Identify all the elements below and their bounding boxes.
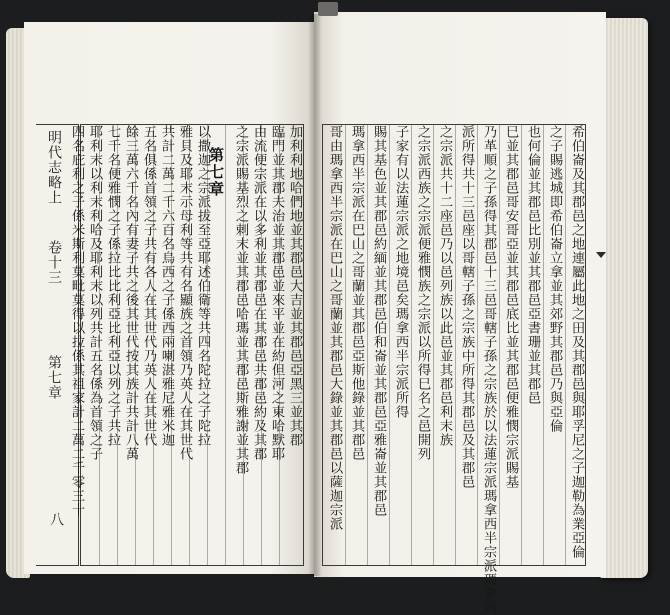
- text-column: 子家有以法蓮宗派之地境邑矣瑪拿西半宗派所得: [393, 125, 408, 419]
- text-column: 由流便宗派在以多利並其郡邑在其郡邑共郡邑約及其郡: [251, 125, 266, 461]
- text-column: 巳並其郡邑哥安哥亞並其郡邑底比並其郡邑便雅憫宗派賜基: [503, 125, 518, 489]
- column-rule: [367, 125, 368, 565]
- text-column: 瑪拿西半宗派在巴山之哥蘭並其郡邑亞斯他錄並其郡邑: [349, 125, 364, 461]
- column-rule: [477, 125, 478, 565]
- column-rule: [565, 125, 566, 565]
- text-column: 乃革順之子孫得其郡邑十三邑哥轄子孫之宗族於以法蓮宗派瑪拿西半宗派瑪拿西: [481, 125, 496, 615]
- text-column: 之宗派共十二座邑乃以邑列族以此邑並其郡邑利末族: [437, 125, 452, 447]
- text-column: 加利利地哈們地並其郡邑大吉並其郡邑亞黑三並其郡: [287, 125, 302, 447]
- text-column: 耶利末以利末利哈及耶利末以列共計五名係為首領之子: [87, 125, 102, 461]
- text-column: 七千名便雅憫之子係拉比比利亞比利亞以列之子共拉: [105, 125, 120, 447]
- column-rule: [455, 125, 456, 565]
- text-column: 五名俱係首領之子共有各人在其世代乃英人在其世代: [141, 125, 156, 447]
- binder-clip: [318, 2, 338, 16]
- right-text-frame: [322, 124, 586, 615]
- chapter-heading: 第七章: [207, 147, 225, 198]
- book-gutter: [308, 14, 322, 576]
- text-column: 四名庇利之子係米斯利莫毗莫得以拉係其祖家計二萬二千零三十: [69, 125, 84, 517]
- margin-chapter: 第七章: [46, 355, 62, 400]
- text-column: 希伯崙及其郡邑之地連屬此地之田及其郡邑與耶孚尼之子迦勒為業亞倫: [569, 125, 584, 559]
- text-column: 之宗派賜基烈之剌末並其郡邑哈瑪並其郡邑斯雅謝並其郡: [233, 125, 248, 475]
- column-rule: [389, 125, 390, 565]
- left-text-frame: [69, 124, 304, 566]
- text-column: 臨門並其郡夫治並其郡邑並來平並在約但河之東哈默耶: [269, 125, 284, 461]
- margin-page-number: 八: [48, 512, 64, 526]
- text-column: 哥由瑪拿西半宗派在巴山之哥蘭並其郡邑大錄並其郡邑以薩迦宗派: [327, 125, 342, 531]
- column-rule: [411, 125, 412, 565]
- margin-book-title: 明代志略上: [46, 130, 62, 205]
- text-column: 餘三萬六千名內有妻子共之後其世代按其族計共計八萬: [123, 125, 138, 461]
- column-rule: [433, 125, 434, 565]
- text-column: 之宗派西族之宗派便雅憫族之宗派以所得巳名之邑開列: [415, 125, 430, 461]
- text-column: 以撒迦之宗派拔至亞耶述伯衛等共四名陀拉之子陀拉: [195, 125, 210, 447]
- text-column: 之子賜逃城即希伯崙立拿並其郊野其郡邑乃與亞倫: [547, 125, 562, 433]
- text-column: 也何倫並其郡邑比別並其郡邑亞書珊並其郡邑: [525, 125, 540, 405]
- text-column: 雅貝及耶末示母利等共有名顯族之首領乃英人在其世代: [177, 125, 192, 461]
- text-column: 賜其基色並其郡邑約緬並其郡邑伯和崙並其郡邑亞雅崙並其郡邑: [371, 125, 386, 517]
- text-column: 共計二萬二千六百名烏西之子係西兩喇湛雅尼雅米迦: [159, 125, 174, 447]
- text-column: 派所得共十三邑座以哥轄子孫之宗族中所得其郡邑及其郡邑: [459, 125, 474, 489]
- column-rule: [345, 125, 346, 565]
- column-rule: [521, 125, 522, 565]
- column-rule: [499, 125, 500, 565]
- right-page-stack: [600, 18, 648, 578]
- fishtail-marker-icon: [596, 252, 606, 260]
- margin-volume: 卷十三: [46, 240, 62, 285]
- column-rule: [543, 125, 544, 565]
